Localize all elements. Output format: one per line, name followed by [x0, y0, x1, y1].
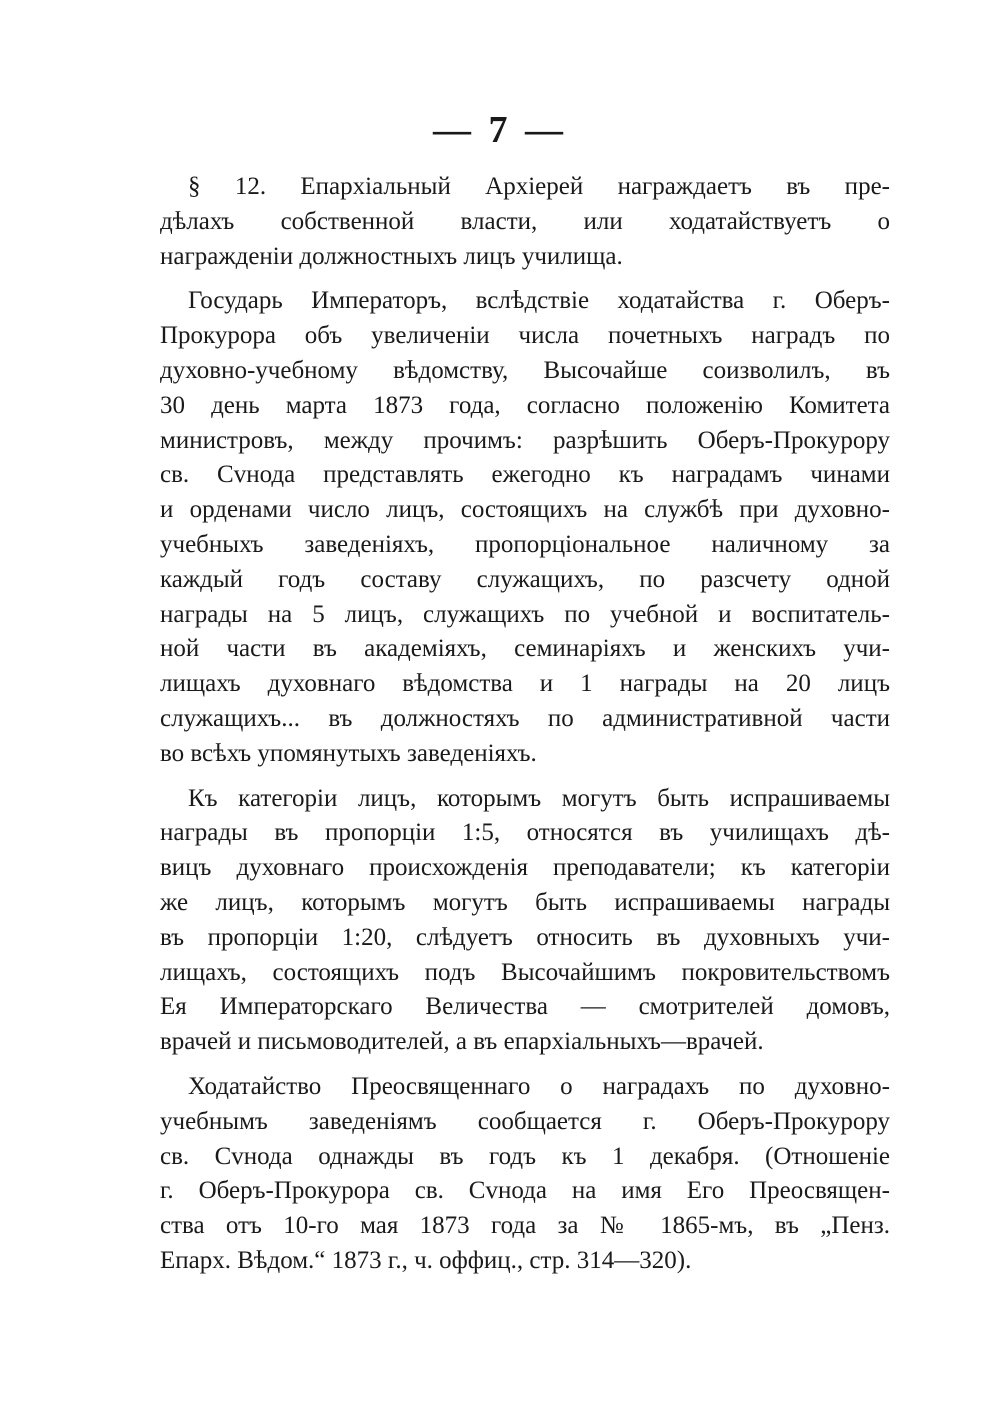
text-line: вицъ духовнаго происхожденія преподаватели; къ категоріи [160, 854, 890, 882]
page-number: — 7 — [433, 109, 567, 151]
paragraph-award-categories [160, 782, 890, 1060]
text-line: награды на 5 лицъ, служащихъ по учебной и воспитатель- [160, 600, 890, 628]
text-line: 30 день марта 1873 года, согласно положенію Комитета [160, 391, 890, 419]
text-line: награжденіи должностныхъ лицъ училища. [160, 242, 623, 270]
paragraph-imperial-decree [160, 284, 890, 771]
text-line: св. Сvнода однажды въ годъ къ 1 декабря. (Отношеніе [160, 1142, 890, 1170]
text-line: каждый годъ составу служащихъ, по разсчету одной [160, 565, 890, 593]
paragraph-section-12 [160, 170, 890, 274]
text-line: учебнымъ заведеніямъ сообщается г. Оберъ-Прокурору [160, 1107, 890, 1135]
text-line: министровъ, между прочимъ: разрѣшить Оберъ-Прокурору [160, 426, 890, 454]
text-line: Епарх. Вѣдом.“ 1873 г., ч. оффиц., стр. 314—320). [160, 1246, 692, 1274]
text-line: Ходатайство Преосвященнаго о наградахъ по духовно- [188, 1072, 890, 1100]
text-line: дѣлахъ собственной власти, или ходатайствуетъ о [160, 207, 890, 235]
text-line: лищахъ духовнаго вѣдомства и 1 награды на 20 лицъ [160, 670, 890, 698]
text-line: св. Сvнода представлять ежегодно къ наградамъ чинами [160, 461, 890, 489]
text-line: Ея Императорскаго Величества — смотрителей домовъ, [160, 993, 890, 1021]
text-line: и орденами число лицъ, состоящихъ на службѣ при духовно- [160, 496, 890, 524]
text-line: врачей и письмоводителей, а въ епархіальныхъ—врачей. [160, 1028, 764, 1056]
body-text [160, 170, 890, 1289]
text-line: Государь Императоръ, вслѣдствіе ходатайства г. Оберъ- [188, 287, 890, 315]
text-line: въ пропорціи 1:20, слѣдуетъ относить въ духовныхъ учи- [160, 923, 890, 951]
text-line: во всѣхъ упомянутыхъ заведеніяхъ. [160, 739, 537, 767]
text-line: г. Оберъ-Прокурора св. Сvнода на имя Его Преосвящен- [160, 1177, 890, 1205]
text-line: лищахъ, состоящихъ подъ Высочайшимъ покровительствомъ [160, 958, 890, 986]
text-line: награды въ пропорціи 1:5, относятся въ училищахъ дѣ- [160, 819, 890, 847]
text-line: Къ категоріи лицъ, которымъ могутъ быть испрашиваемы [188, 784, 890, 812]
text-line: служащихъ... въ должностяхъ по административной части [160, 704, 890, 732]
text-line: § 12. Епархіальный Архіерей награждаетъ въ пре- [188, 173, 890, 200]
text-line: же лицъ, которымъ могутъ быть испрашиваемы награды [160, 888, 890, 916]
text-line: ства отъ 10-го мая 1873 года за № 1865-мъ, въ „Пенз. [160, 1212, 890, 1240]
text-line: ной части въ академіяхъ, семинаріяхъ и женскихъ учи- [160, 635, 890, 663]
text-line: учебныхъ заведеніяхъ, пропорціональное наличному за [160, 530, 890, 558]
text-line: Прокурора объ увеличеніи числа почетныхъ наградъ по [160, 322, 890, 350]
paragraph-petition [160, 1070, 890, 1279]
text-line: духовно-учебному вѣдомству, Высочайше соизволилъ, въ [160, 356, 890, 384]
